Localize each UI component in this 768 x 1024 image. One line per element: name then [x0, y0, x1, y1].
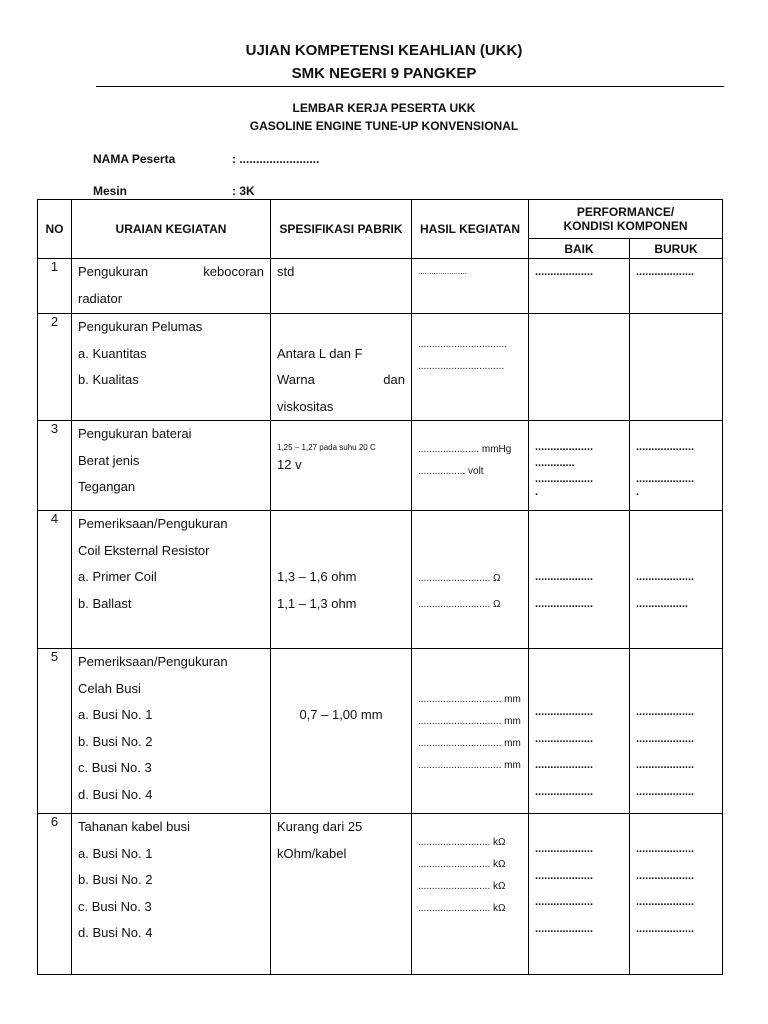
hasil-field[interactable]: .............................. mm	[418, 760, 521, 771]
buruk-spacer	[630, 511, 722, 564]
hasil-field[interactable]: ................. volt	[418, 466, 484, 477]
baik-field[interactable]: ...................	[535, 759, 594, 771]
hasil-spacer	[412, 511, 528, 566]
uraian-item: Tegangan	[78, 479, 136, 494]
row-hasil	[412, 314, 529, 421]
row-number: 3	[38, 421, 72, 511]
baik-field[interactable]: ...................	[535, 597, 594, 610]
buruk-spacer	[630, 421, 722, 439]
hasil-field[interactable]: ...............................	[418, 361, 505, 372]
buruk-field[interactable]: ...................	[636, 266, 695, 278]
row-buruk	[630, 649, 723, 814]
buruk-field[interactable]: ...................	[636, 922, 695, 935]
buruk-spacer	[630, 455, 722, 471]
row-buruk	[630, 314, 723, 421]
buruk-field[interactable]: ...................	[636, 759, 695, 771]
row-uraian	[72, 511, 271, 649]
nama-field[interactable]: : ........................	[232, 152, 320, 166]
buruk-field[interactable]: ...................	[636, 732, 695, 745]
baik-field[interactable]: ...................	[535, 706, 594, 718]
row-spec	[271, 259, 412, 314]
hasil-field[interactable]: ...................... mmHg	[418, 444, 512, 455]
hasil-spacer	[412, 421, 528, 439]
buruk-field[interactable]: ...................	[636, 473, 695, 485]
hasil-field[interactable]: .......................... Ω	[418, 599, 501, 610]
title-divider	[96, 86, 724, 87]
worksheet-title: LEMBAR KERJA PESERTA UKK	[292, 101, 476, 115]
buruk-field[interactable]: ...................	[636, 441, 695, 453]
baik-field[interactable]: ...................	[535, 896, 594, 908]
buruk-field[interactable]: .	[636, 486, 640, 498]
row-baik	[529, 814, 630, 975]
baik-field[interactable]: ...................	[535, 922, 594, 935]
row-uraian	[72, 649, 271, 814]
row-baik	[529, 511, 630, 649]
hasil-field[interactable]: .......................... kΩ	[418, 903, 506, 914]
hasil-field[interactable]: .............................. mm	[418, 694, 521, 705]
spec-spacer	[271, 511, 411, 538]
spec-text: dan	[383, 372, 405, 387]
hasil-field[interactable]: .......................... kΩ	[418, 859, 506, 870]
uraian-title: Pengukuran Pelumas	[78, 319, 203, 334]
row-baik	[529, 649, 630, 814]
hasil-field[interactable]: ................................	[418, 339, 507, 350]
baik-spacer	[529, 421, 629, 439]
uraian-item: d. Busi No. 4	[78, 786, 153, 802]
uraian-item: c. Busi No. 3	[78, 898, 152, 914]
hasil-spacer	[412, 314, 528, 334]
uraian-item: a. Primer Coil	[78, 569, 157, 584]
row-uraian	[72, 314, 271, 421]
row-uraian	[72, 421, 271, 511]
buruk-spacer	[630, 814, 722, 836]
spec-spacer	[271, 649, 411, 676]
uraian-item: a. Busi No. 1	[78, 707, 153, 722]
hasil-spacer	[412, 649, 528, 689]
table-row	[38, 421, 723, 511]
header-spesifikasi: SPESIFIKASI PABRIK	[271, 200, 412, 259]
row-spec	[271, 649, 412, 814]
spec-text: 0,7 – 1,00 mm	[299, 707, 383, 722]
hasil-field[interactable]: .............................. mm	[418, 716, 521, 727]
buruk-field[interactable]: ...................	[636, 706, 695, 718]
hasil-field[interactable]: .......................... Ω	[418, 573, 501, 584]
baik-field[interactable]: .	[535, 486, 539, 498]
row-spec	[271, 511, 412, 649]
header-performance-line1: PERFORMANCE/	[576, 205, 675, 219]
baik-field[interactable]: .............	[535, 457, 575, 469]
baik-field[interactable]: ...................	[535, 266, 594, 278]
row-baik	[529, 314, 630, 421]
uraian-item: c. Busi No. 3	[78, 760, 152, 775]
uraian-line: radiator	[78, 290, 123, 306]
hasil-spacer	[412, 814, 528, 832]
uraian-item: b. Kualitas	[78, 372, 139, 387]
uraian-item: b. Ballast	[78, 595, 132, 611]
header-no: NO	[38, 200, 72, 259]
spec-text: 1,1 – 1,3 ohm	[277, 595, 357, 611]
baik-spacer	[529, 649, 629, 699]
row-buruk	[630, 814, 723, 975]
row-number: 6	[38, 814, 72, 975]
header-uraian: URAIAN KEGIATAN	[72, 200, 271, 259]
row-spec	[271, 814, 412, 975]
spec-text: 12 v	[277, 457, 302, 472]
hasil-field[interactable]: .......................... kΩ	[418, 837, 506, 848]
row-baik	[529, 259, 630, 314]
spec-text: std	[277, 264, 295, 279]
spec-text: 1,3 – 1,6 ohm	[277, 569, 357, 584]
spec-spacer	[271, 676, 411, 703]
buruk-field[interactable]: ...................	[636, 785, 695, 798]
baik-field[interactable]: ...................	[535, 441, 594, 453]
buruk-field[interactable]: ...................	[636, 869, 695, 882]
uraian-item: a. Kuantitas	[78, 345, 147, 361]
mesin-label: Mesin	[93, 184, 128, 198]
buruk-field[interactable]: .................	[636, 597, 688, 610]
row-number: 5	[38, 649, 72, 814]
row-number: 4	[38, 511, 72, 649]
uraian-title: Pengukuran baterai	[78, 426, 192, 441]
uraian-text: kebocoran	[203, 264, 264, 279]
row-spec	[271, 314, 412, 421]
nama-label: NAMA Peserta	[93, 152, 176, 166]
hasil-field[interactable]: ......................	[418, 267, 467, 276]
uraian-item: b. Busi No. 2	[78, 872, 153, 887]
row-spec	[271, 421, 412, 511]
row-hasil	[412, 421, 529, 511]
baik-field[interactable]: ...................	[535, 732, 594, 745]
uraian-text: Pengukuran	[78, 264, 149, 279]
baik-field[interactable]: ...................	[535, 571, 594, 583]
spec-text: kOhm/kabel	[277, 845, 347, 861]
spec-spacer	[271, 314, 411, 341]
row-hasil	[412, 814, 529, 975]
spec-line	[271, 367, 411, 394]
uraian-title: Pemeriksaan/Pengukuran	[78, 654, 228, 669]
uraian-item: a. Busi No. 1	[78, 845, 153, 861]
row-baik	[529, 421, 630, 511]
page-title: UJIAN KOMPETENSI KEAHLIAN (UKK)	[245, 42, 523, 59]
header-hasil: HASIL KEGIATAN	[412, 200, 529, 259]
header-performance	[529, 200, 723, 239]
baik-field[interactable]: ...................	[535, 869, 594, 882]
uraian-subtitle: Celah Busi	[78, 680, 141, 696]
buruk-field[interactable]: ...................	[636, 896, 695, 908]
spec-text: Warna	[277, 372, 315, 387]
row-hasil	[412, 649, 529, 814]
row-uraian	[72, 259, 271, 314]
buruk-field[interactable]: ...................	[636, 571, 695, 583]
baik-field[interactable]: ...................	[535, 843, 594, 855]
school-name: SMK NEGERI 9 PANGKEP	[291, 65, 477, 82]
uraian-title: Pemeriksaan/Pengukuran	[78, 516, 228, 531]
row-number: 1	[38, 259, 72, 314]
row-buruk	[630, 421, 723, 511]
spec-text: Antara L dan F	[277, 345, 363, 361]
uraian-item: Berat jenis	[78, 452, 140, 468]
baik-spacer	[529, 511, 629, 564]
uraian-item: b. Busi No. 2	[78, 733, 153, 749]
spec-text: 1,25 – 1,27 pada suhu 20 C	[277, 443, 376, 452]
row-hasil	[412, 259, 529, 314]
header-buruk: BURUK	[630, 239, 723, 259]
hasil-field[interactable]: .......................... kΩ	[418, 881, 506, 892]
hasil-field[interactable]: .............................. mm	[418, 738, 521, 749]
uraian-line	[72, 259, 270, 286]
table-row	[38, 814, 723, 975]
spec-spacer	[271, 538, 411, 565]
uraian-title: Tahanan kabel busi	[78, 819, 191, 834]
spec-text: viskositas	[277, 398, 334, 414]
mesin-value: : 3K	[232, 184, 255, 198]
spec-spacer	[271, 421, 411, 441]
uraian-subtitle: Coil Eksternal Resistor	[78, 542, 210, 558]
table-row	[38, 511, 723, 649]
row-uraian	[72, 814, 271, 975]
buruk-field[interactable]: ...................	[636, 843, 695, 855]
table-row	[38, 649, 723, 814]
baik-field[interactable]: ...................	[535, 785, 594, 798]
baik-field[interactable]: ...................	[535, 473, 594, 485]
table-row	[38, 314, 723, 421]
row-hasil	[412, 511, 529, 649]
uraian-item: d. Busi No. 4	[78, 925, 153, 940]
header-baik: BAIK	[529, 239, 630, 259]
worksheet-subtitle: GASOLINE ENGINE TUNE-UP KONVENSIONAL	[249, 119, 519, 133]
spec-text: Kurang dari 25	[277, 819, 363, 834]
table-row	[38, 259, 723, 314]
row-number: 2	[38, 314, 72, 421]
buruk-spacer	[630, 649, 722, 699]
row-buruk	[630, 259, 723, 314]
row-buruk	[630, 511, 723, 649]
baik-spacer	[529, 814, 629, 836]
header-performance-line2: KONDISI KOMPONEN	[563, 219, 688, 233]
worksheet-table	[37, 199, 723, 975]
